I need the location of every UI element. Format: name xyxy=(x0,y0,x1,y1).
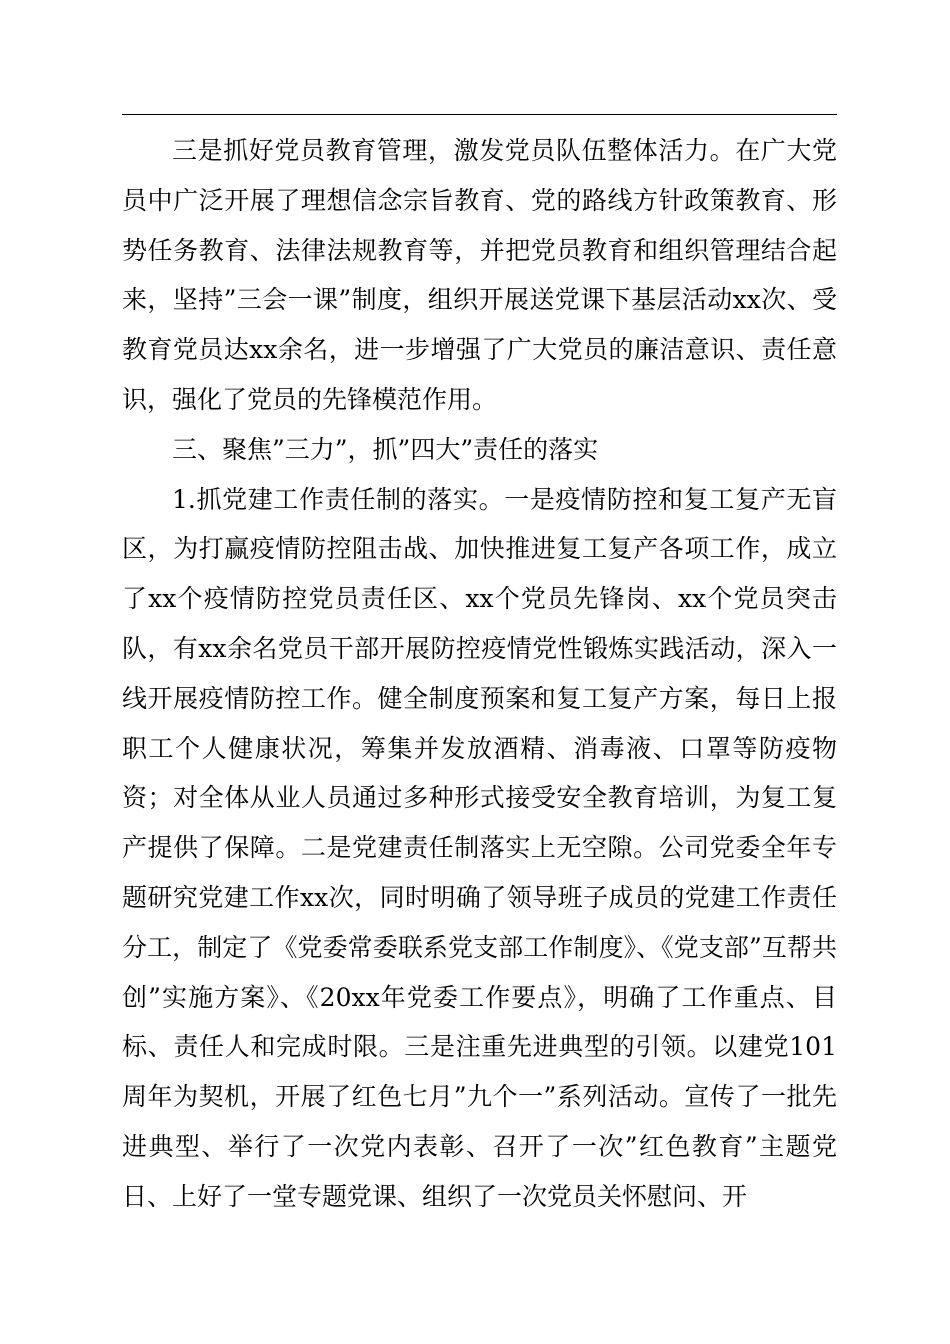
paragraph-party-education: 三是抓好党员教育管理，激发党员队伍整体活力。在广大党员中广泛开展了理想信念宗旨教育、党的路线方针政策教育、形势任务教育、法律法规教育等，并把党员教育和组织管理结合起来，坚持”三会一课”制度，组织开展送党课下基层活动xx次、受教育党员达xx余名，进一步增强了广大党员的廉洁意识、责任意识，强化了党员的先锋模范作用。 xyxy=(122,136,837,414)
section-heading: 三、聚焦”三力”，抓”四大”责任的落实 xyxy=(172,434,599,464)
document-body xyxy=(122,126,837,1222)
paragraph-responsibility-system: 1.抓党建工作责任制的落实。一是疫情防控和复工复产无盲区，为打赢疫情防控阻击战、加快推进复工复产各项工作，成立了xx个疫情防控党员责任区、xx个党员先锋岗、xx个党员突击队，有xx余名党员干部开展防控疫情党性锻炼实践活动，深入一线开展疫情防控工作。健全制度预案和复工复产方案，每日上报职工个人健康状况，筹集并发放酒精、消毒液、口罩等防疫物资；对全体从业人员通过多种形式接受安全教育培训，为复工复产提供了保障。二是党建责任制落实上无空隙。公司党委全年专题研究党建工作xx次，同时明确了领导班子成员的党建工作责任分工，制定了《党委常委联系党支部工作制度》、《党支部”互帮共创”实施方案》、《20xx年党委工作要点》，明确了工作重点、目标、责任人和完成时限。三是注重先进典型的引领。以建党101周年为契机，开展了红色七月”九个一”系列活动。宣传了一批先进典型、举行了一次党内表彰、召开了一次”红色教育”主题党日、上好了一堂专题党课、组织了一次党员关怀慰问、开 xyxy=(122,484,837,1211)
header-rule xyxy=(122,114,837,115)
